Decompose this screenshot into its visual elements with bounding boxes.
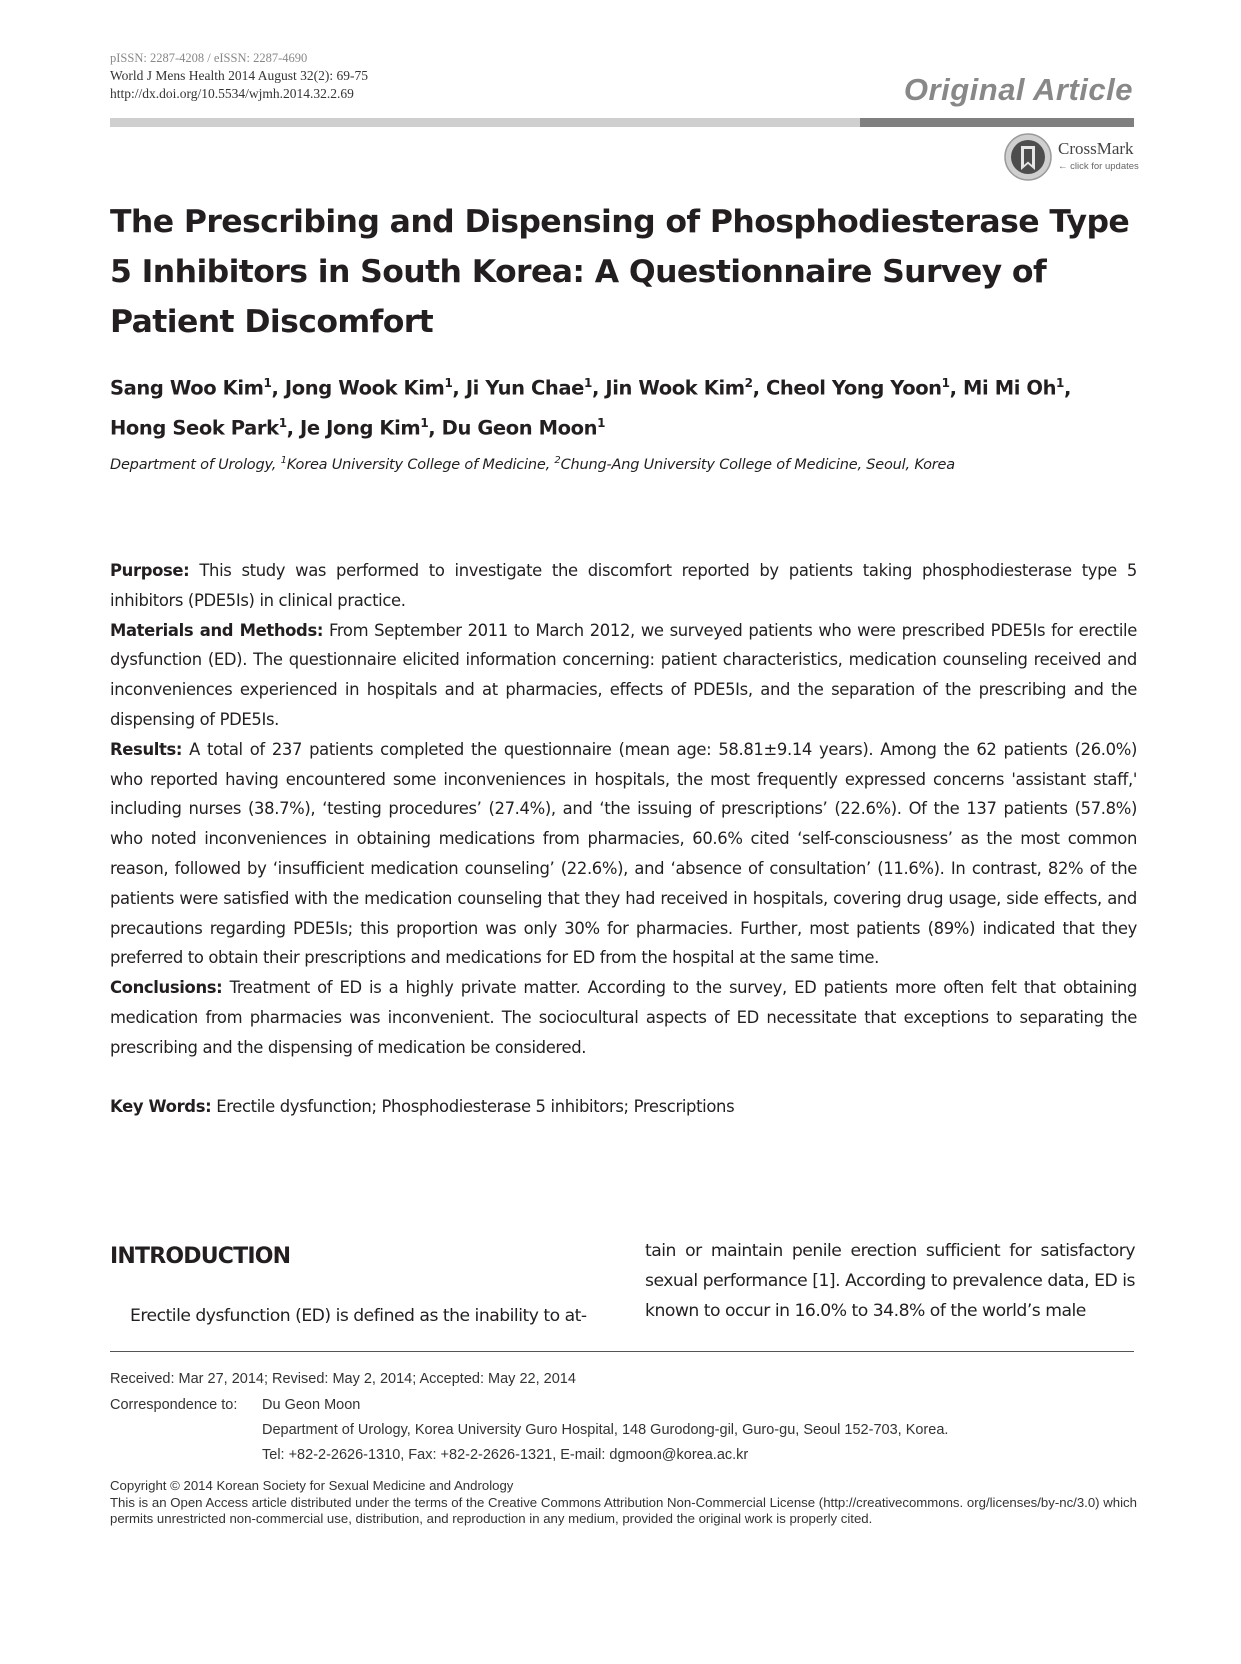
purpose-label: Purpose: xyxy=(110,561,190,580)
methods-text: From September 2011 to March 2012, we surveyed patients who were prescribed PDE5Is for erectile dysfunction (ED). The questionnaire elicited information concerning: patient characteristics, medication counseling received and inconveniences experienced in hospitals and at pharmacies, effects of PDE5Is, and the separation of the prescribing and the dispensing of PDE5Is. xyxy=(110,620,1137,729)
body-column-right: tain or maintain penile erection sufficient for satisfactory sexual performance [1]. According to prevalence data, ED is known to occur in 16.0% to 34.8% of the world’s male xyxy=(645,1241,1135,1321)
article-title: The Prescribing and Dispensing of Phosphodiesterase Type 5 Inhibitors in South Korea: A Questionnaire Survey of Patient Discomfort xyxy=(110,204,1130,340)
author-affiliation-mark: 1 xyxy=(1056,376,1064,390)
copyright-block xyxy=(110,1478,1137,1528)
author-name: Sang Woo Kim xyxy=(110,376,264,400)
keywords-text: Erectile dysfunction; Phosphodiesterase 5 inhibitors; Prescriptions xyxy=(216,1097,735,1116)
correspondence-name: Du Geon Moon xyxy=(262,1397,361,1413)
correspondence-address: Department of Urology, Korea University Guro Hospital, 148 Gurodong-gil, Guro-gu, Seoul 152-703, Korea. xyxy=(262,1422,949,1438)
crossmark-badge[interactable] xyxy=(1003,132,1145,184)
methods-label: Materials and Methods: xyxy=(110,620,324,640)
author-name: Je Jong Kim xyxy=(300,416,421,439)
affiliation-2: Chung-Ang University College of Medicine, Seoul, Korea xyxy=(560,456,955,473)
affiliation-mark-1: 1 xyxy=(280,455,287,466)
journal-header xyxy=(110,49,710,103)
affiliations xyxy=(110,455,1140,473)
author-name: Mi Mi Oh xyxy=(963,376,1057,400)
purpose-text: This study was performed to investigate the discomfort reported by patients taking phosphodiesterase type 5 inhibitors (PDE5Is) in clinical practice. xyxy=(110,561,1137,610)
conclusions-text: Treatment of ED is a highly private matter. According to the survey, ED patients more often felt that obtaining medication from pharmacies was inconvenient. The sociocultural aspects of ED necessitate that exceptions to separating the prescribing and the dispensing of medication be considered. xyxy=(110,978,1137,1057)
conclusions-label: Conclusions: xyxy=(110,978,223,998)
header-divider-light xyxy=(110,118,860,127)
author-affiliation-mark: 1 xyxy=(941,376,950,390)
author-affiliation-mark: 1 xyxy=(584,376,592,390)
affiliation-mark-2: 2 xyxy=(554,455,561,466)
results-text: A total of 237 patients completed the questionnaire (mean age: 58.81±9.14 years). Among the 62 patients (26.0%) who reported having encountered some inconveniences in hospitals, the most frequently expressed concerns 'assistant staff,' including nurses (38.7%), ‘testing procedures’ (27.4%), and ‘the issuing of prescriptions’ (22.6%). Of the 137 patients (57.8%) who noted inconveniences in obtaining medications from pharmacies, 60.6% cited ‘self-consciousness’ as the most common reason, followed by ‘insufficient medication counseling’ (22.6%), and ‘absence of consultation’ (11.6%). In contrast, 82% of the patients were satisfied with the medication counseling that they had received in hospitals, covering drug usage, side effects, and precautions regarding PDE5Is; this proportion was only 30% for pharmacies. Further, most patients (89%) indicated that they preferred to obtain their prescriptions and medications for ED from the hospital at the same time. xyxy=(110,739,1137,968)
author-affiliation-mark: 1 xyxy=(263,376,272,390)
header-divider xyxy=(110,118,1134,127)
doi-link[interactable]: http://dx.doi.org/10.5534/wjmh.2014.32.2.69 xyxy=(110,86,354,101)
license-text: This is an Open Access article distributed under the terms of the Creative Commons Attribution Non-Commercial License (http://creativecommons. org/licenses/by-nc/3.0) which permits unrestricted non-commercial use, distribution, and reproduction in any medium, provided the original work is properly cited. xyxy=(110,1494,1137,1526)
author-affiliation-mark: 2 xyxy=(744,376,753,390)
results-label: Results: xyxy=(110,739,183,759)
section-heading-introduction: INTRODUCTION xyxy=(110,1244,291,1269)
abstract-purpose xyxy=(110,556,1137,616)
author-name: Ji Yun Chae xyxy=(465,376,584,400)
author-affiliation-mark: 1 xyxy=(420,415,429,430)
footer-divider xyxy=(110,1351,1134,1352)
crossmark-subtitle xyxy=(1058,161,1139,172)
author-name: Du Geon Moon xyxy=(441,416,598,439)
abstract-methods xyxy=(110,616,1137,735)
received-dates: Received: Mar 27, 2014; Revised: May 2, 2014; Accepted: May 22, 2014 xyxy=(110,1371,576,1387)
header-divider-dark xyxy=(860,118,1134,127)
author-name: Cheol Yong Yoon xyxy=(766,376,942,400)
copyright-line: Copyright © 2014 Korean Society for Sexual Medicine and Andrology xyxy=(110,1478,514,1493)
affiliation-1: Korea University College of Medicine, xyxy=(286,456,555,473)
crossmark-subtitle-text: click for updates xyxy=(1070,161,1139,172)
author-list: Sang Woo Kim$^1$, Jong Wook Kim$^1$, Ji Yun Chae$^1$, Jin Wook Kim$^2$, Cheol Yong Yoon$^1$, Mi Mi Oh$^1$, Hong Seok Park$^1$, Je Jong Kim$^1$, Du Geon Moon$^1$ xyxy=(110,376,1072,439)
issn-line: pISSN: 2287-4208 / eISSN: 2287-4690 xyxy=(110,51,308,65)
arrow-left-icon: ← xyxy=(1058,161,1071,172)
abstract-conclusions xyxy=(110,973,1137,1062)
crossmark-icon xyxy=(1003,132,1053,182)
keywords-label: Key Words: xyxy=(110,1097,212,1116)
correspondence-label: Correspondence to: xyxy=(110,1397,238,1413)
article-type-label: Original Article xyxy=(903,72,1133,107)
author-name: Hong Seok Park xyxy=(110,416,279,439)
keywords xyxy=(110,1097,1137,1116)
abstract xyxy=(110,556,1137,1063)
author-name: Jin Wook Kim xyxy=(605,376,745,400)
author-affiliation-mark: 1 xyxy=(444,376,453,390)
abstract-results xyxy=(110,735,1137,973)
affiliation-dept: Department of Urology, xyxy=(110,456,281,473)
journal-citation: World J Mens Health 2014 August 32(2): 69-75 xyxy=(110,68,369,83)
author-affiliation-mark: 1 xyxy=(278,415,287,430)
crossmark-title: CrossMark xyxy=(1058,139,1134,158)
author-name: Jong Wook Kim xyxy=(284,376,445,400)
body-column-left: Erectile dysfunction (ED) is defined as the inability to at- xyxy=(130,1306,587,1326)
author-affiliation-mark: 1 xyxy=(597,415,606,430)
correspondence-contact: Tel: +82-2-2626-1310, Fax: +82-2-2626-1321, E-mail: dgmoon@korea.ac.kr xyxy=(262,1447,749,1463)
